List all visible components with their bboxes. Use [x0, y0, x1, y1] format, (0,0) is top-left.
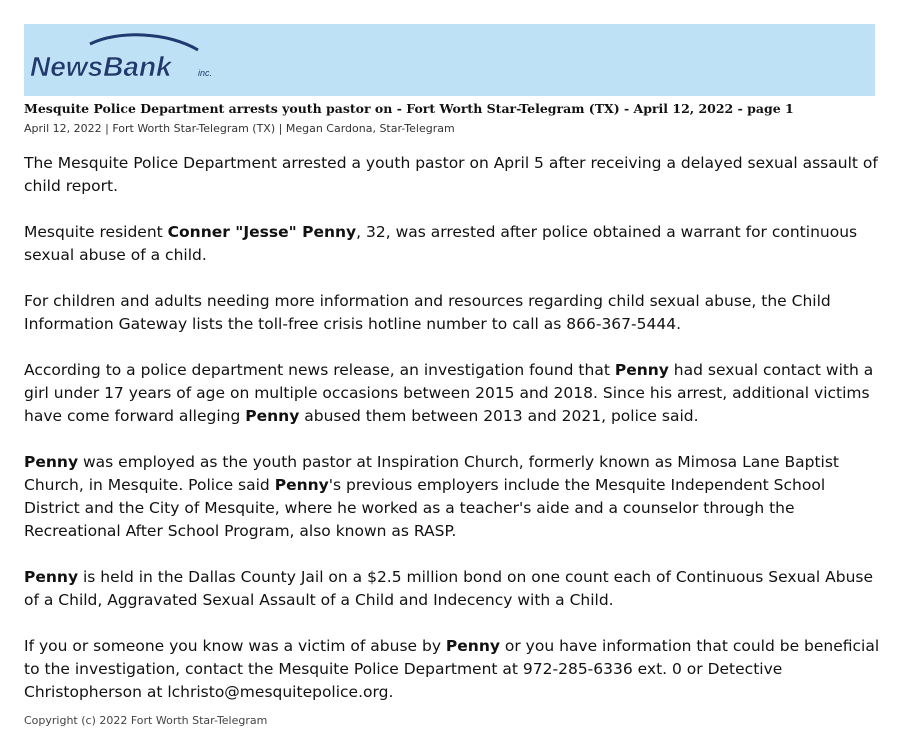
paragraph-3: For children and adults needing more information and resources regarding child sexual abuse, the Child Information Gateway lists the toll-free crisis hotline number to call as 866-367-5444.: [24, 292, 831, 333]
logo-suffix: inc.: [198, 68, 213, 78]
logo-text: NewsBank: [30, 51, 172, 82]
name-highlight: Penny: [445, 637, 500, 655]
paragraph-7: If you or someone you know was a victim of abuse by Penny or you have information that could be beneficial to the investigation, contact the Mesquite Police Department at 972-285-6336 ext. 0 or Detective Christopherson at lchristo@mesquitepolice.org.: [24, 637, 880, 701]
copyright-notice: Copyright (c) 2022 Fort Worth Star-Telegram: [24, 714, 268, 727]
newsbank-logo: [28, 32, 238, 88]
name-highlight: Conner "Jesse" Penny: [167, 223, 357, 241]
name-highlight: Penny: [24, 568, 79, 586]
article-body: [24, 152, 880, 727]
paragraph-5: Penny was employed as the youth pastor at Inspiration Church, formerly known as Mimosa Lane Baptist Church, in Mesquite. Police said Penny's previous employers include the Mesquite Independent School District and the City of Mesquite, where he worked as a teacher's aide and a counselor through the Recreational After School Program, also known as RASP.: [24, 453, 839, 540]
name-highlight: Penny: [614, 361, 669, 379]
paragraph-1: The Mesquite Police Department arrested a youth pastor on April 5 after receiving a delayed sexual assault of child report.: [24, 154, 878, 195]
article-meta: April 12, 2022 | Fort Worth Star-Telegram (TX) | Megan Cardona, Star-Telegram: [24, 122, 455, 135]
newsbank-header-banner: [24, 24, 875, 96]
name-highlight: Penny: [24, 453, 79, 471]
paragraph-2: Mesquite resident Conner "Jesse" Penny, 32, was arrested after police obtained a warrant for continuous sexual abuse of a child.: [24, 223, 858, 264]
article-headline: Mesquite Police Department arrests youth pastor on - Fort Worth Star-Telegram (TX) - April 12, 2022 - page 1: [24, 101, 794, 116]
paragraph-6: Penny is held in the Dallas County Jail on a $2.5 million bond on one count each of Continuous Sexual Abuse of a Child, Aggravated Sexual Assault of a Child and Indecency with a Child.: [24, 568, 874, 609]
name-highlight: Penny: [274, 476, 329, 494]
name-highlight: Penny: [245, 407, 300, 425]
paragraph-4: According to a police department news release, an investigation found that Penny had sexual contact with a girl under 17 years of age on multiple occasions between 2015 and 2018. Since his arrest, additional victims have come forward alleging Penny abused them between 2013 and 2021, police said.: [24, 361, 874, 425]
